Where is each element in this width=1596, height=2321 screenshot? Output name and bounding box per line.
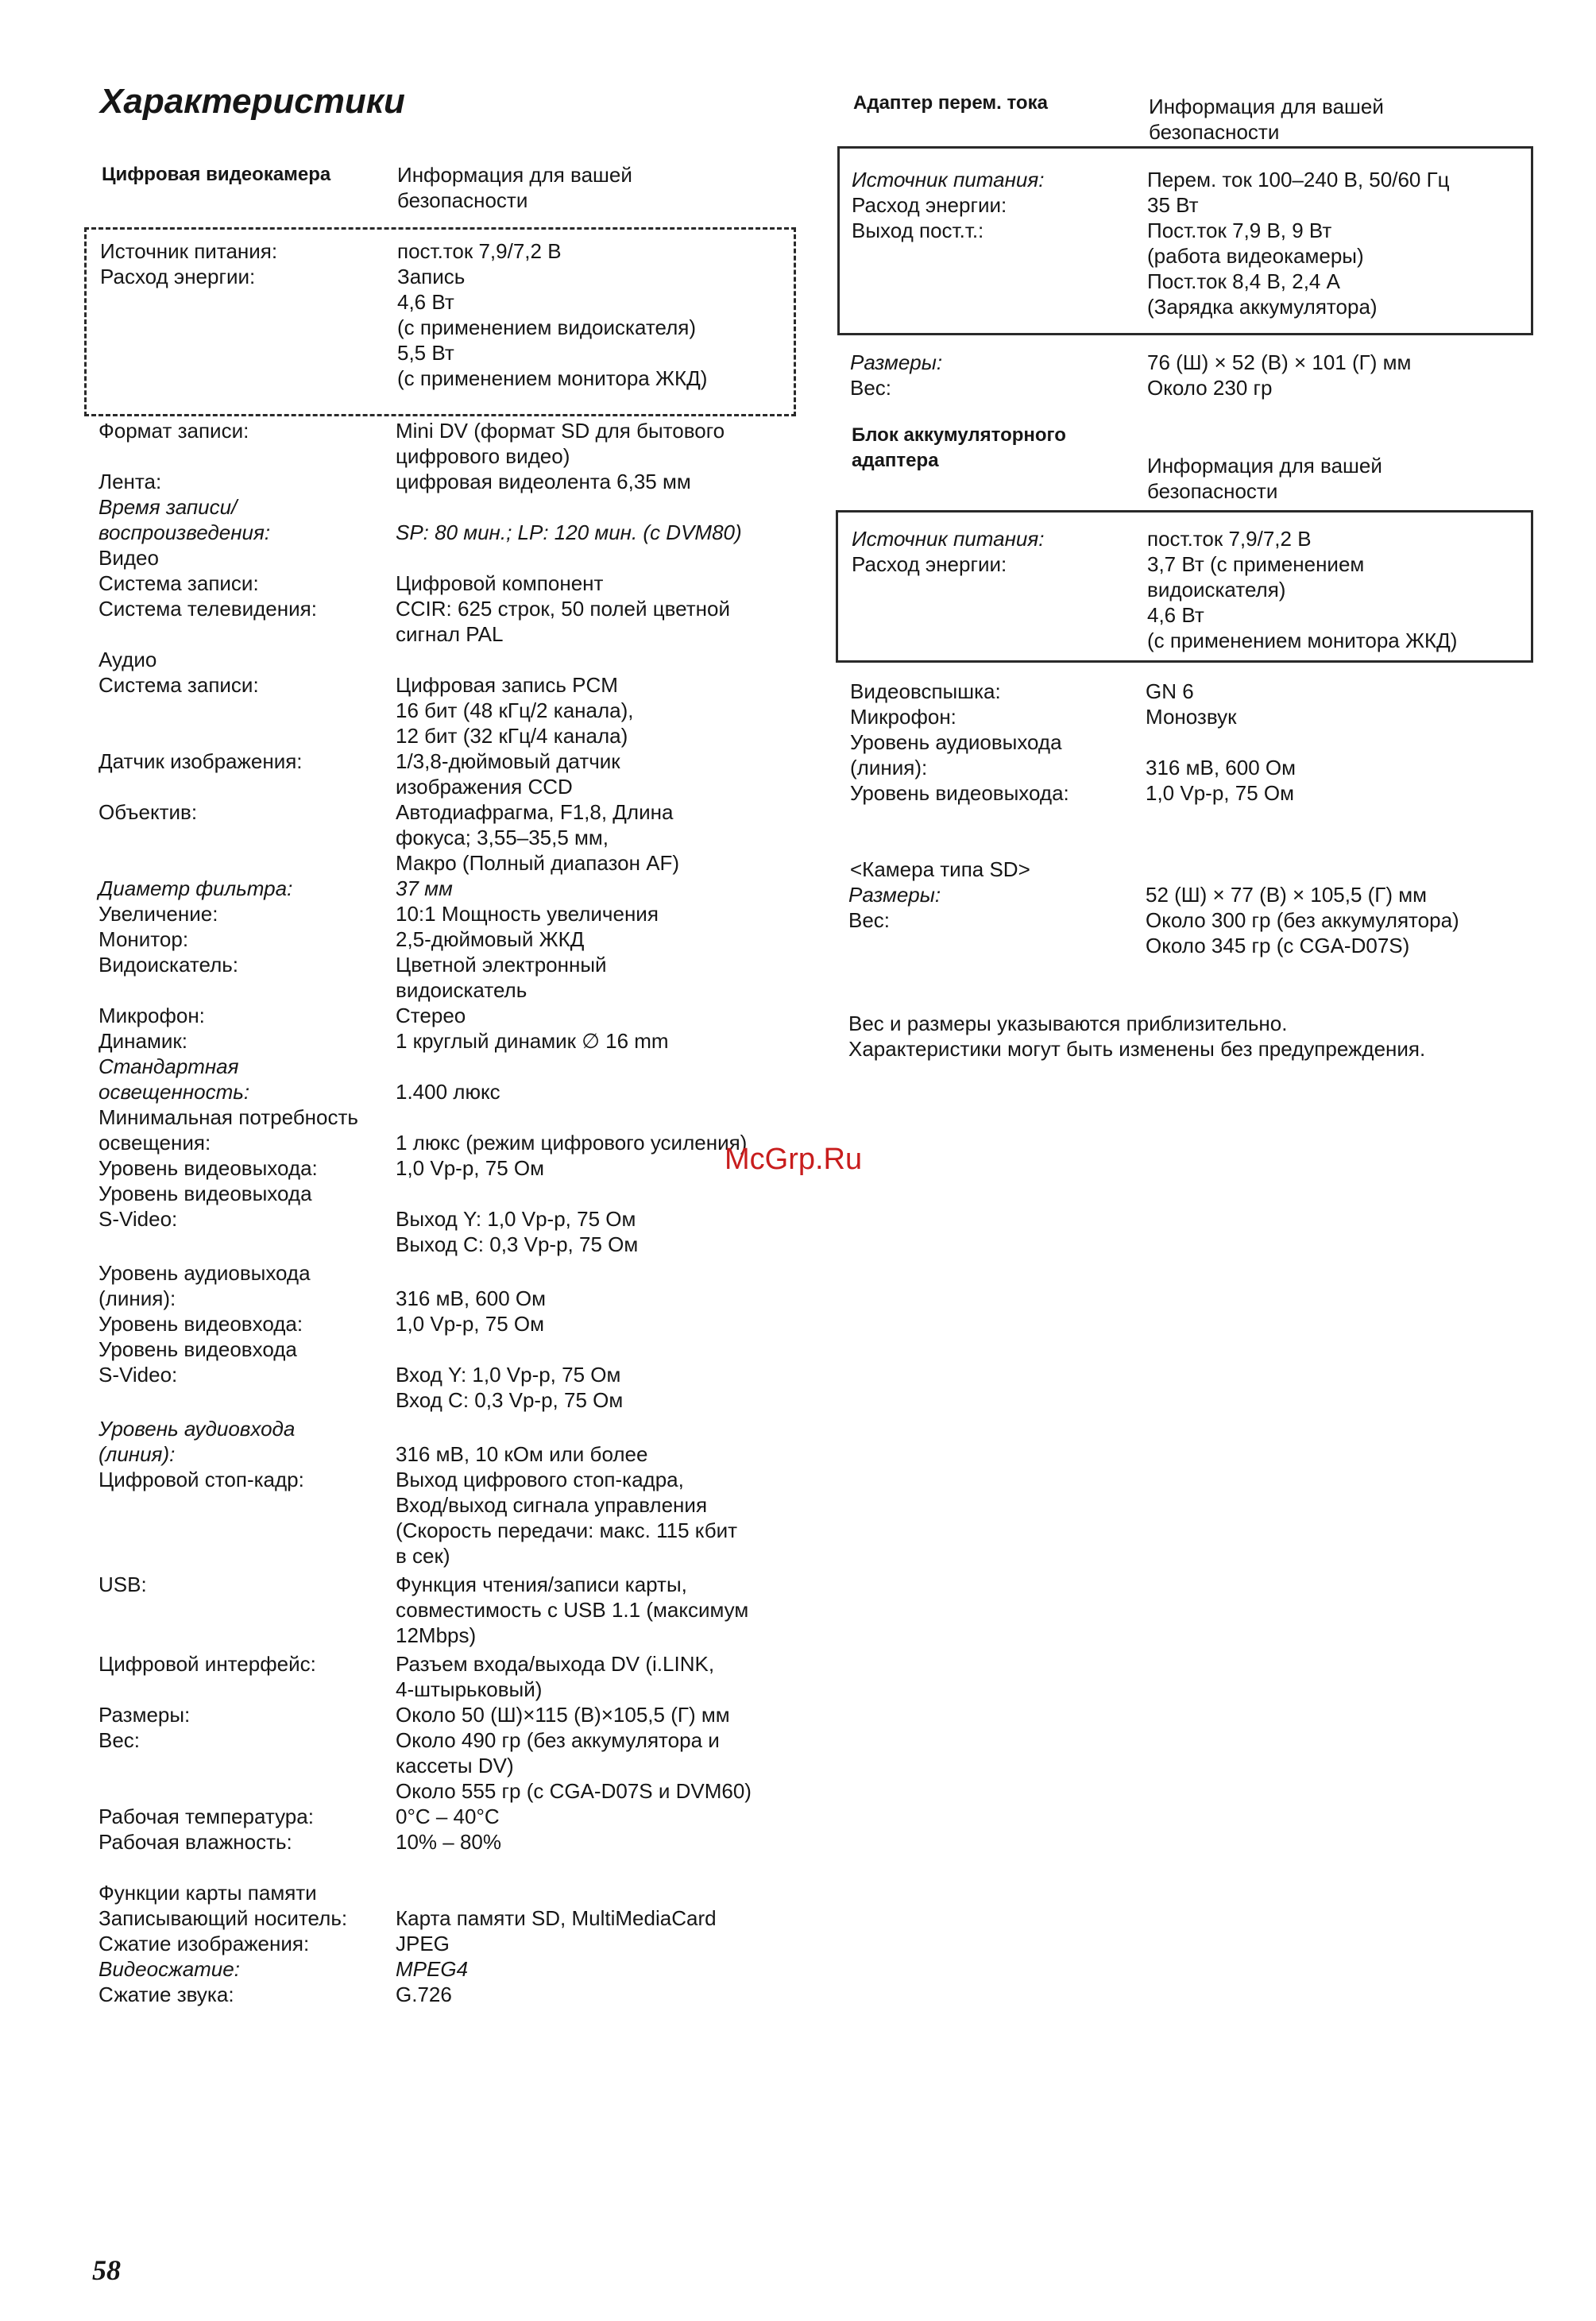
spec-value: пост.ток 7,9/7,2 В — [1147, 527, 1312, 551]
spec-row — [99, 1880, 798, 1905]
spec-value: Около 490 гр (без аккумулятора и кассеты DV) Около 555 гр (с CGA-D07S и DVM60) — [396, 1728, 752, 1803]
spec-label: Выход пост.т.: — [852, 219, 984, 242]
spec-label: Диаметр фильтра: — [99, 876, 293, 900]
spec-value: Разъем входа/выхода DV (i.LINK, 4-штырьковый) — [396, 1652, 715, 1701]
spec-label: Уровень видеовхода: — [99, 1312, 303, 1336]
spec-label: Вес: — [850, 376, 892, 400]
spec-value: 316 мВ, 600 Ом — [1146, 756, 1296, 779]
spec-label: Система записи: — [99, 571, 259, 595]
spec-value: 3,7 Вт (с применением видоискателя) 4,6 Вт (с применением монитора ЖКД) — [1147, 552, 1458, 652]
spec-row — [852, 551, 1519, 653]
battery-adapter-heading: Блок аккумуляторного адаптера — [852, 424, 1066, 471]
ac-adapter-boxed-rows — [852, 167, 1519, 319]
spec-label: Система телевидения: — [99, 597, 317, 621]
spec-row — [99, 1155, 798, 1181]
spec-value: GN 6 — [1146, 679, 1194, 703]
spec-value: Стерео — [396, 1004, 466, 1027]
spec-row — [99, 1572, 798, 1648]
spec-row — [99, 1905, 798, 1931]
spec-row — [99, 418, 798, 469]
spec-label: Расход энергии: — [852, 193, 1007, 217]
spec-row — [99, 1931, 798, 1956]
spec-row — [850, 780, 1533, 806]
spec-label: Источник питания: — [852, 527, 1045, 551]
spec-label: Уровень аудиовхода (линия): — [99, 1417, 296, 1466]
spec-value: Цветной электронный видоискатель — [396, 953, 607, 1002]
spec-value: Запись 4,6 Вт (с применением видоискателя) 5,5 Вт (с применением монитора ЖКД) — [397, 265, 708, 390]
battery-adapter-spec-list — [850, 679, 1533, 806]
spec-row — [99, 1727, 798, 1804]
spec-label: Стандартная освещенность: — [99, 1054, 250, 1104]
spec-row — [850, 375, 1533, 400]
spec-row — [99, 749, 798, 799]
sd-camera-spec-list — [848, 882, 1532, 958]
spec-row — [99, 1337, 798, 1413]
camera-boxed-rows — [100, 238, 783, 391]
ac-adapter-safety-note: Информация для вашей безопасности — [1149, 95, 1384, 144]
spec-label: Видео — [99, 546, 159, 570]
spec-value: 2,5-дюймовый ЖКД — [396, 927, 585, 951]
spec-label: Видоискатель: — [99, 953, 239, 977]
spec-row — [99, 1416, 798, 1467]
spec-value: 76 (Ш) × 52 (В) × 101 (Г) мм — [1147, 350, 1412, 374]
spec-row — [99, 901, 798, 926]
spec-label: Минимальная потребность освещения: — [99, 1105, 358, 1155]
spec-value: Карта памяти SD, MultiMediaCard — [396, 1906, 717, 1930]
spec-label: Записывающий носитель: — [99, 1906, 348, 1930]
camera-spec-list — [99, 418, 798, 2007]
spec-label: Размеры: — [848, 883, 941, 907]
spec-value — [396, 1880, 798, 1905]
spec-label: Цифровой интерфейс: — [99, 1652, 316, 1676]
spec-value: 316 мВ, 600 Ом — [396, 1286, 546, 1310]
spec-row — [850, 704, 1533, 729]
spec-row — [99, 571, 798, 596]
spec-value: Около 230 гр — [1147, 376, 1273, 400]
spec-label: Монитор: — [99, 927, 189, 951]
spec-row — [99, 1982, 798, 2007]
spec-value: 1,0 Vp-p, 75 Ом — [1146, 781, 1294, 805]
spec-row — [99, 1956, 798, 1982]
spec-value: Функция чтения/записи карты, совместимость с USB 1.1 (максимум 12Mbps) — [396, 1572, 749, 1647]
spec-value: MPEG4 — [396, 1957, 469, 1981]
spec-value: Автодиафрагма, F1,8, Длина фокуса; 3,55–35,5 мм, Макро (Полный диапазон AF) — [396, 800, 680, 875]
spec-label: Уровень видеовыхода: — [850, 781, 1069, 805]
camera-heading: Цифровая видеокамера — [102, 164, 331, 185]
spec-label: Сжатие изображения: — [99, 1932, 310, 1955]
spec-row — [99, 799, 798, 876]
spec-label: Цифровой стоп-кадр: — [99, 1468, 304, 1491]
battery-adapter-safety-note: Информация для вашей безопасности — [1147, 454, 1382, 503]
spec-label: Уровень аудиовыхода (линия): — [850, 730, 1062, 779]
spec-row — [99, 672, 798, 749]
spec-value: Пост.ток 7,9 В, 9 Вт (работа видеокамеры) Пост.ток 8,4 В, 2,4 А (Зарядка аккумулятора) — [1147, 219, 1378, 319]
spec-row — [99, 1467, 798, 1569]
camera-safety-note: Информация для вашей безопасности — [397, 163, 632, 212]
spec-value: 1 люкс (режим цифрового усиления) — [396, 1131, 748, 1155]
spec-label: Рабочая влажность: — [99, 1830, 292, 1854]
spec-row — [99, 1028, 798, 1054]
spec-row — [99, 876, 798, 901]
spec-label: Время записи/ воспроизведения: — [99, 495, 271, 544]
spec-row — [99, 926, 798, 952]
spec-value: Цифровой компонент — [396, 571, 604, 595]
spec-value: Около 300 гр (без аккумулятора) Около 345 гр (с CGA-D07S) — [1146, 908, 1459, 957]
spec-row — [99, 1651, 798, 1702]
spec-value: 0°C – 40°C — [396, 1805, 500, 1828]
spec-row — [99, 1181, 798, 1257]
spec-row — [99, 952, 798, 1003]
spec-row — [99, 494, 798, 545]
spec-row — [99, 1104, 798, 1155]
spec-label: Датчик изображения: — [99, 749, 303, 773]
spec-label: Источник питания: — [100, 239, 278, 263]
spec-value: 1/3,8-дюймовый датчик изображения CCD — [396, 749, 620, 799]
spec-label: Рабочая температура: — [99, 1805, 314, 1828]
ac-adapter-heading: Адаптер перем. тока — [853, 92, 1048, 114]
spec-value: SP: 80 мин.; LP: 120 мин. (с DVM80) — [396, 520, 742, 544]
spec-value: Цифровая запись PCM 16 бит (48 кГц/2 канала), 12 бит (32 кГц/4 канала) — [396, 673, 634, 748]
spec-value: 52 (Ш) × 77 (В) × 105,5 (Г) мм — [1146, 883, 1428, 907]
spec-row — [852, 167, 1519, 192]
spec-value: 1.400 люкс — [396, 1080, 500, 1104]
spec-value: Вход Y: 1,0 Vp-p, 75 Ом Вход C: 0,3 Vp-p, 75 Ом — [396, 1363, 624, 1412]
spec-value: G.726 — [396, 1983, 452, 2006]
spec-row — [852, 192, 1519, 218]
watermark: McGrp.Ru — [725, 1143, 863, 1176]
spec-label: Функции карты памяти — [99, 1881, 317, 1905]
spec-label: Лента: — [99, 470, 162, 493]
spec-label: Размеры: — [99, 1703, 191, 1727]
spec-value: 1,0 Vp-p, 75 Ом — [396, 1156, 544, 1180]
spec-value: Выход цифрового стоп-кадра, Вход/выход сигнала управления (Скорость передачи: макс. 115 кбит в сек) — [396, 1468, 738, 1568]
spec-value: цифровая видеолента 6,35 мм — [396, 470, 691, 493]
spec-value: 1,0 Vp-p, 75 Ом — [396, 1312, 544, 1336]
spec-label: Вес: — [848, 908, 891, 932]
spec-row — [99, 1311, 798, 1337]
spec-label: Источник питания: — [852, 168, 1045, 191]
spec-label: Уровень аудиовыхода (линия): — [99, 1261, 311, 1310]
spec-row — [852, 218, 1519, 319]
page-title: Характеристики — [100, 82, 405, 121]
spec-label: Уровень видеовхода S-Video: — [99, 1337, 297, 1387]
spec-label: Уровень видеовыхода: — [99, 1156, 318, 1180]
spec-value: Выход Y: 1,0 Vp-p, 75 Ом Выход C: 0,3 Vp-p, 75 Ом — [396, 1207, 639, 1256]
spec-label: Расход энергии: — [100, 265, 256, 288]
spec-label: Микрофон: — [850, 705, 956, 729]
spec-value: JPEG — [396, 1932, 450, 1955]
spec-value: пост.ток 7,9/7,2 В — [397, 239, 562, 263]
spec-row — [99, 469, 798, 494]
spec-value — [396, 545, 798, 571]
spec-row — [848, 882, 1532, 907]
footnote: Вес и размеры указываются приблизительно. Характеристики могут быть изменены без предупреждения. — [848, 1012, 1426, 1061]
spec-value: 10:1 Мощность увеличения — [396, 902, 659, 926]
spec-label: Видеовспышка: — [850, 679, 1001, 703]
spec-label: Сжатие звука: — [99, 1983, 234, 2006]
spec-row — [100, 238, 783, 264]
spec-label: Вес: — [99, 1728, 141, 1752]
battery-adapter-boxed-rows — [852, 526, 1519, 653]
spec-label: Видеосжатие: — [99, 1957, 240, 1981]
spec-value: CCIR: 625 строк, 50 полей цветной сигнал PAL — [396, 597, 731, 646]
spec-label: Аудио — [99, 648, 157, 671]
spec-value: Около 50 (Ш)×115 (В)×105,5 (Г) мм — [396, 1703, 730, 1727]
spec-row — [99, 1829, 798, 1855]
spec-row — [99, 1054, 798, 1104]
spec-label: Формат записи: — [99, 419, 249, 443]
spec-label: Микрофон: — [99, 1004, 205, 1027]
spec-row — [99, 1855, 798, 1880]
spec-row — [99, 596, 798, 647]
spec-label: USB: — [99, 1572, 147, 1596]
spec-value: 35 Вт — [1147, 193, 1199, 217]
spec-row — [99, 1804, 798, 1829]
spec-row — [852, 526, 1519, 551]
spec-value: 316 мВ, 10 кОм или более — [396, 1442, 648, 1466]
spec-row — [850, 679, 1533, 704]
spec-row — [848, 907, 1532, 958]
spec-label: Объектив: — [99, 800, 198, 824]
spec-row — [99, 647, 798, 672]
spec-label: Расход энергии: — [852, 552, 1007, 576]
spec-value: Mini DV (формат SD для бытового цифрового видео) — [396, 419, 725, 468]
spec-label: Размеры: — [850, 350, 943, 374]
spec-row — [850, 350, 1533, 375]
spec-row — [99, 1260, 798, 1311]
spec-row — [850, 729, 1533, 780]
page-number: 58 — [92, 2254, 121, 2286]
sd-camera-heading: <Камера типа SD> — [850, 857, 1030, 881]
spec-row — [99, 1003, 798, 1028]
spec-value: Монозвук — [1146, 705, 1237, 729]
ac-adapter-spec-list — [850, 350, 1533, 400]
spec-value: Перем. ток 100–240 В, 50/60 Гц — [1147, 168, 1450, 191]
spec-row — [99, 545, 798, 571]
spec-label: Система записи: — [99, 673, 259, 697]
spec-value: 1 круглый динамик ∅ 16 mm — [396, 1029, 669, 1053]
spec-value: 10% – 80% — [396, 1830, 501, 1854]
spec-value — [396, 647, 798, 672]
spec-value: 37 мм — [396, 876, 453, 900]
spec-label: Увеличение: — [99, 902, 218, 926]
spec-row — [99, 1702, 798, 1727]
spec-label: Уровень видеовыхода S-Video: — [99, 1182, 312, 1231]
spec-row — [100, 264, 783, 391]
spec-label: Динамик: — [99, 1029, 187, 1053]
